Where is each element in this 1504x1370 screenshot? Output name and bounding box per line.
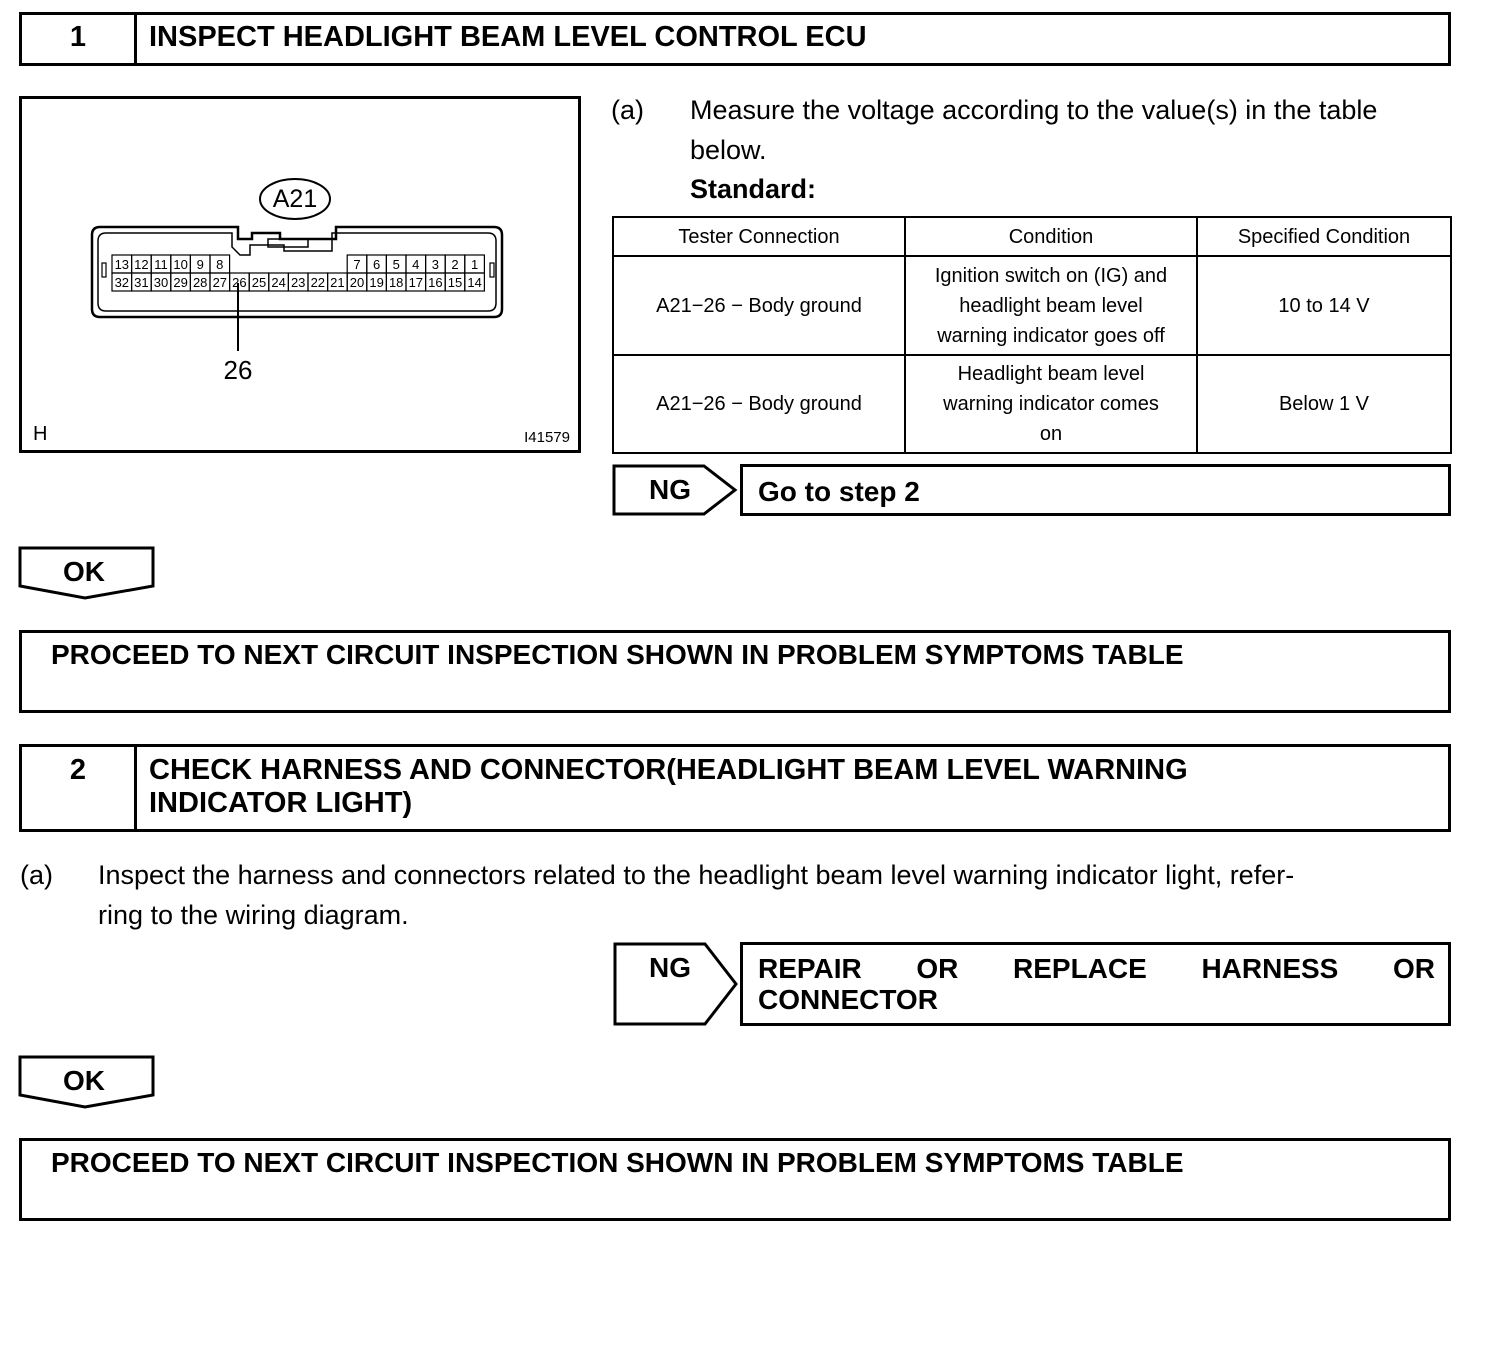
- pin-26-label: 26: [223, 355, 253, 385]
- pin-6: 6: [372, 257, 381, 272]
- pin-11: 11: [154, 257, 168, 272]
- step2-title-line1: CHECK HARNESS AND CONNECTOR(HEADLIGHT BEAM LEVEL WARNING: [149, 754, 1188, 786]
- step2-ng-result: [740, 942, 1451, 1026]
- step1-ng-result-text: Go to step 2: [758, 476, 920, 507]
- row2-condition-line3: on: [1039, 423, 1063, 445]
- row2-condition-line1: Headlight beam level: [957, 363, 1145, 385]
- row2-condition: [905, 355, 1197, 453]
- row1-condition-line3: warning indicator goes off: [937, 324, 1165, 347]
- pin-31: 31: [134, 275, 149, 290]
- pin-20: 20: [349, 275, 365, 290]
- step2-ng-word-or-2: OR: [1393, 953, 1435, 984]
- row2-spec: Below 1 V: [1197, 355, 1451, 453]
- connector-inner: [98, 233, 496, 311]
- connector-side-tab-right: [490, 263, 494, 277]
- step2-ng-word-replace: REPLACE: [1013, 953, 1147, 984]
- row1-condition: [905, 256, 1197, 355]
- step2-instruction-marker: (a): [20, 860, 53, 890]
- step1-instruction-marker: (a): [611, 95, 644, 125]
- row2-tester: A21−26 − Body ground: [613, 355, 905, 453]
- pin-14: 14: [467, 275, 482, 290]
- figure-id: I41579: [524, 429, 570, 446]
- pin-1: 1: [470, 257, 479, 272]
- pin-29: 29: [173, 275, 188, 290]
- pin-32: 32: [114, 275, 130, 290]
- pin-26: 26: [232, 275, 247, 290]
- pin-15: 15: [447, 275, 463, 290]
- pin-8: 8: [216, 257, 224, 272]
- step1-ng-result: [740, 464, 1451, 516]
- pin-5: 5: [392, 257, 400, 272]
- step1-number: 1: [22, 15, 137, 63]
- step2-proceed-text: PROCEED TO NEXT CIRCUIT INSPECTION SHOWN IN PROBLEM SYMPTOMS TABLE: [51, 1147, 1184, 1178]
- pin-24: 24: [271, 275, 286, 290]
- pin-10: 10: [173, 257, 188, 272]
- figure-corner-left: H: [33, 423, 48, 445]
- pin-30: 30: [153, 275, 169, 290]
- step2-ng-label: NG: [649, 952, 691, 983]
- table-header-row: [613, 217, 1451, 256]
- step1-ok-label: OK: [63, 556, 105, 587]
- pin-19: 19: [369, 275, 384, 290]
- connector-diagram: [22, 99, 578, 450]
- step2-ok-label: OK: [63, 1065, 105, 1096]
- step1-instruction-line2: below.: [690, 135, 767, 165]
- step1-header: [19, 12, 1451, 66]
- step2-header: [19, 744, 1451, 832]
- table-row: [613, 256, 1451, 355]
- pin-18: 18: [388, 275, 404, 290]
- row1-tester: A21−26 − Body ground: [613, 256, 905, 355]
- pin-16: 16: [428, 275, 443, 290]
- step1-proceed-box: [19, 630, 1451, 713]
- pin-13: 13: [114, 257, 130, 272]
- pin-2: 2: [451, 257, 459, 272]
- pin-4: 4: [412, 257, 420, 272]
- pin-22: 22: [310, 275, 326, 290]
- row1-condition-line2: headlight beam level: [959, 294, 1143, 317]
- step2-proceed-box: [19, 1138, 1451, 1221]
- pin-9: 9: [196, 257, 204, 272]
- pin-3: 3: [431, 257, 440, 272]
- connector-side-tab-left: [102, 263, 106, 277]
- step2-ng-word-harness: HARNESS: [1201, 953, 1339, 984]
- connector-housing: [92, 227, 502, 317]
- step2-ng-word-repair: REPAIR: [758, 953, 862, 984]
- table-row: [613, 355, 1451, 453]
- step2-ng-result-line1: [758, 953, 1435, 984]
- row1-spec: 10 to 14 V: [1197, 256, 1451, 355]
- step1-instruction-line1: Measure the voltage according to the value(s) in the table: [690, 95, 1378, 125]
- pin-12: 12: [134, 257, 149, 272]
- step1-ng-label: NG: [649, 474, 691, 505]
- connector-label: A21: [272, 185, 318, 213]
- pin-28: 28: [192, 275, 208, 290]
- standard-label: Standard:: [690, 174, 817, 204]
- step2-instruction-line2: ring to the wiring diagram.: [98, 900, 409, 930]
- connector-figure: [19, 96, 581, 453]
- header-condition: Condition: [905, 217, 1197, 256]
- step2-title-line2: INDICATOR LIGHT): [149, 787, 413, 819]
- step2-ng-word-or: OR: [916, 953, 959, 984]
- step2-instruction-line1: Inspect the harness and connectors related to the headlight beam level warning indicator light, refer-: [98, 860, 1295, 890]
- row1-condition-line1: Ignition switch on (IG) and: [934, 264, 1168, 287]
- row2-condition-line2: warning indicator comes: [943, 393, 1159, 415]
- step2-number: 2: [22, 747, 137, 829]
- pin-21: 21: [330, 275, 345, 290]
- pin-25: 25: [251, 275, 267, 290]
- header-tester-connection: Tester Connection: [613, 217, 905, 256]
- connector-pins: [112, 255, 484, 291]
- pin-7: 7: [353, 257, 361, 272]
- step1-title: INSPECT HEADLIGHT BEAM LEVEL CONTROL ECU: [149, 21, 867, 53]
- header-specified-condition: Specified Condition: [1197, 217, 1451, 256]
- step2-title: [137, 747, 1448, 829]
- spec-table: [612, 216, 1452, 454]
- step1-proceed-text: PROCEED TO NEXT CIRCUIT INSPECTION SHOWN IN PROBLEM SYMPTOMS TABLE: [51, 639, 1184, 670]
- pin-23: 23: [290, 275, 306, 290]
- step2-ng-result-line2: CONNECTOR: [758, 984, 938, 1015]
- pin-27: 27: [212, 275, 228, 290]
- pin-17: 17: [408, 275, 424, 290]
